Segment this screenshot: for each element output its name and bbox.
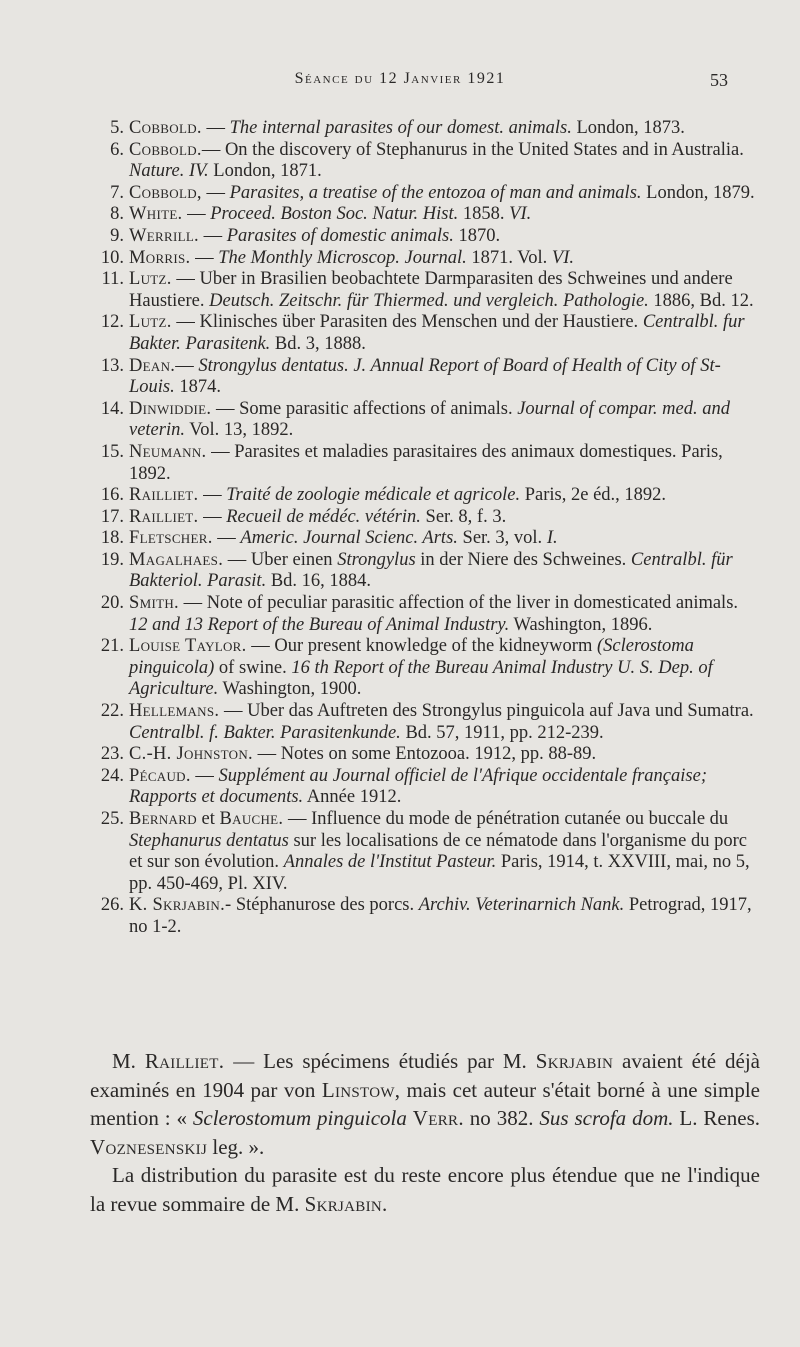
ref-text: Parasites et maladies parasitaires des animaux domestiques. Paris, 1892.: [129, 441, 723, 484]
reference-number: 16.: [100, 485, 124, 506]
ref-author: Cobbold.: [129, 139, 202, 160]
author-name: Skrjabin: [535, 1049, 614, 1073]
reference-number: 9.: [110, 225, 124, 246]
reference-item: 18. Fletscher. — Americ. Journal Scienc. Arts. Ser. 3, vol. I.: [112, 528, 760, 550]
ref-title: The Monthly Microscop. Journal.: [218, 247, 467, 268]
ref-text: Some parasitic affections of animals.: [239, 398, 518, 419]
reference-item: 23. C.-H. Johnston. — Notes on some Entozooa. 1912, pp. 88-89.: [112, 744, 760, 766]
ref-author: Dean.: [129, 355, 176, 376]
ref-title: Recueil de médéc. vétérin.: [226, 506, 421, 527]
reference-number: 20.: [100, 593, 124, 614]
paragraph-railliet: M. Railliet. — Les spécimens étudiés par M. Skrjabin avaient été déjà examinés en 1904 par von Linstow, mais cet auteur s'était borné à une simple mention : « Sclerostomum pinguicola Verr. no 382. Sus scrofa dom. L. Renes. Voznesenskij leg. ».: [90, 1049, 760, 1159]
reference-number: 10.: [100, 247, 124, 268]
reference-number: 11.: [101, 269, 124, 290]
ref-title: 12 and 13 Report of the Bureau of Animal Industry.: [129, 614, 510, 635]
ref-text: Klinisches über Parasiten des Menschen und der Haustiere.: [199, 312, 643, 333]
author-name: Railliet.: [144, 1049, 225, 1073]
ref-title: Centralbl. f. Bakter. Parasitenkunde.: [129, 722, 401, 743]
reference-number: 19.: [100, 549, 124, 570]
reference-number: 22.: [100, 701, 124, 722]
reference-item: 25. Bernard et Bauche. — Influence du mode de pénétration cutanée ou buccale du Stephanurus dentatus sur les localisations de ce nématode dans l'organisme du porc et sur son évolution. Annales de l'Institut Pasteur. Paris, 1914, t. XXVIII, mai, no 5, pp. 450-469, Pl. XIV.: [112, 809, 760, 895]
ref-author: Hellemans.: [129, 701, 220, 722]
ref-author: Magalhaes.: [129, 549, 224, 570]
reference-number: 26.: [100, 895, 124, 916]
ref-title: Parasites of domestic animals.: [226, 225, 454, 246]
ref-author: Pécaud.: [129, 765, 191, 786]
ref-author: Railliet.: [129, 485, 199, 506]
reference-number: 21.: [100, 636, 124, 657]
reference-item: 17. Railliet. — Recueil de médéc. vétérin. Ser. 8, f. 3.: [112, 507, 760, 529]
reference-item: 11. Lutz. — Uber in Brasilien beobachtete Darmparasiten des Schweines und andere Haustiere. Deutsch. Zeitschr. für Thiermed. und vergleich. Pathologie. 1886, Bd. 12.: [112, 269, 760, 312]
ref-title: The internal parasites of our domest. animals.: [229, 118, 572, 138]
ref-title: Centralbl. fur Bakter. Parasitenk.: [129, 312, 745, 354]
ref-author: Lutz.: [129, 312, 172, 333]
reference-number: 23.: [100, 744, 124, 765]
ref-text: Uber in Brasilien beobachtete Darmparasiten des Schweines und andere Haustiere.: [129, 269, 733, 311]
page-number: 53: [710, 70, 728, 90]
reference-item: 19. Magalhaes. — Uber einen Strongylus in der Niere des Schweines. Centralbl. für Bakteriol. Parasit. Bd. 16, 1884.: [112, 550, 760, 593]
reference-number: 18.: [100, 528, 124, 549]
ref-title: (Sclerostoma pinguicola): [129, 636, 694, 678]
ref-author: Bernard: [129, 809, 197, 829]
ref-title: Archiv. Veterinarnich Nank.: [418, 895, 625, 916]
reference-item: 7. Cobbold, — Parasites, a treatise of the entozoa of man and animals. London, 1879.: [112, 183, 760, 205]
ref-author: Dinwiddie.: [129, 398, 212, 419]
ref-text: Influence du mode de pénétration cutanée ou buccale du: [311, 809, 729, 829]
ref-title: VI.: [551, 247, 574, 268]
ref-text: Notes on some Entozooa. 1912, pp. 88-89.: [280, 744, 597, 765]
ref-author: Cobbold,: [129, 182, 202, 203]
ref-author: Cobbold.: [129, 118, 202, 138]
ref-text: On the discovery of Stephanurus in the United States and in Australia.: [224, 139, 744, 160]
reference-item: 16. Railliet. — Traité de zoologie médicale et agricole. Paris, 2e éd., 1892.: [112, 485, 760, 507]
ref-author: C.-H. Johnston.: [129, 744, 253, 765]
reference-item: 22. Hellemans. — Uber das Auftreten des Strongylus pinguicola auf Java und Sumatra. Centralbl. f. Bakter. Parasitenkunde. Bd. 57, 1911, pp. 212-239.: [112, 701, 760, 744]
reference-number: 5.: [110, 118, 124, 138]
author-name: Linstow: [321, 1077, 395, 1102]
ref-author: White.: [129, 204, 183, 225]
ref-text: Uber einen: [250, 549, 338, 570]
ref-author: Lutz.: [129, 269, 172, 290]
running-head: [0, 70, 800, 94]
ref-title: 16 th Report of the Bureau Animal Industry U. S. Dep. of Agriculture.: [129, 657, 713, 700]
reference-item: 21. Louise Taylor. — Our present knowledge of the kidneyworm (Sclerostoma pinguicola) of swine. 16 th Report of the Bureau Animal Industry U. S. Dep. of Agriculture. Washington, 1900.: [112, 636, 760, 701]
ref-author: Werrill.: [129, 225, 199, 246]
reference-number: 15.: [100, 441, 124, 462]
reference-item: 13. Dean.— Strongylus dentatus. J. Annual Report of Board of Health of City of St-Louis. 1874.: [112, 356, 760, 399]
ref-author: Bauche.: [219, 809, 284, 829]
ref-title: Journal of compar. med. and veterin.: [129, 398, 730, 441]
reference-number: 14.: [100, 398, 124, 419]
ref-text: Stéphanurose des porcs.: [235, 895, 419, 916]
reference-number: 24.: [100, 765, 124, 786]
ref-title: Deutsch. Zeitschr. für Thiermed. und vergleich. Pathologie.: [209, 290, 649, 311]
reference-item: 5. Cobbold. — The internal parasites of our domest. animals. London, 1873.: [112, 118, 760, 140]
ref-title: VI.: [509, 204, 532, 225]
ref-text: Uber das Auftreten des Strongylus pinguicola auf Java und Sumatra.: [247, 701, 754, 722]
ref-text: Note of peculiar parasitic affection of the liver in domesticated animals.: [206, 593, 739, 614]
reference-item: 24. Pécaud. — Supplément au Journal officiel de l'Afrique occidentale française; Rapports et documents. Année 1912.: [112, 766, 760, 809]
reference-item: 15. Neumann. — Parasites et maladies parasitaires des animaux domestiques. Paris, 1892.: [112, 442, 760, 485]
ref-author: Railliet.: [129, 506, 199, 527]
reference-item: 12. Lutz. — Klinisches über Parasiten des Menschen und der Haustiere. Centralbl. fur Bakter. Parasitenk. Bd. 3, 1888.: [112, 312, 760, 355]
ref-title: Strongylus dentatus. J. Annual Report of Board of Health of City of St-Louis.: [129, 355, 721, 398]
reference-number: 6.: [110, 139, 124, 160]
ref-title: Nature. IV.: [129, 161, 209, 182]
reference-item: 20. Smith. — Note of peculiar parasitic affection of the liver in domesticated animals. 12 and 13 Report of the Bureau of Animal Industry. Washington, 1896.: [112, 593, 760, 636]
running-title: Séance du 12 Janvier 1921: [294, 70, 506, 87]
reference-item: 26. K. Skrjabin.- Stéphanurose des porcs. Archiv. Veterinarnich Nank. Petrograd, 1917, no 1-2.: [112, 895, 760, 938]
reference-number: 12.: [100, 312, 124, 333]
body-text: [90, 1047, 760, 1218]
reference-number: 17.: [100, 506, 124, 527]
reference-number: 13.: [100, 355, 124, 376]
ref-title: Americ. Journal Scienc. Arts.: [240, 528, 458, 549]
paragraph-distribution: La distribution du parasite est du reste encore plus étendue que ne l'indique la revue sommaire de M. Skrjabin.: [90, 1163, 760, 1216]
ref-author: Smith.: [129, 593, 179, 614]
reference-number: 8.: [110, 204, 124, 225]
reference-item: 10. Morris. — The Monthly Microscop. Journal. 1871. Vol. VI.: [112, 248, 760, 270]
ref-title: Strongylus: [337, 549, 416, 570]
ref-title: Traité de zoologie médicale et agricole.: [226, 485, 521, 506]
reference-item: 6. Cobbold.— On the discovery of Stephanurus in the United States and in Australia. Nature. IV. London, 1871.: [112, 140, 760, 183]
ref-title: Centralbl. für Bakteriol. Parasit.: [129, 549, 733, 592]
ref-author: Neumann.: [129, 441, 207, 462]
ref-title: Supplément au Journal officiel de l'Afrique occidentale française; Rapports et documents.: [129, 765, 707, 808]
reference-item: 9. Werrill. — Parasites of domestic animals. 1870.: [112, 226, 760, 248]
reference-item: 14. Dinwiddie. — Some parasitic affections of animals. Journal of compar. med. and veterin. Vol. 13, 1892.: [112, 399, 760, 442]
ref-title: Stephanurus dentatus: [129, 830, 289, 851]
ref-author: Fletscher.: [129, 528, 213, 549]
ref-title: Parasites, a treatise of the entozoa of man and animals.: [229, 182, 642, 203]
reference-number: 25.: [100, 809, 124, 829]
ref-title: Proceed. Boston Soc. Natur. Hist.: [210, 204, 459, 225]
reference-number: 7.: [110, 182, 124, 203]
ref-author: Morris.: [129, 247, 191, 268]
ref-author: Louise Taylor.: [129, 636, 247, 657]
reference-list: [100, 118, 760, 939]
ref-text: Our present knowledge of the kidneyworm: [274, 636, 597, 657]
reference-item: 8. White. — Proceed. Boston Soc. Natur. Hist. 1858. VI.: [112, 204, 760, 226]
ref-author: K. Skrjabin.: [129, 895, 226, 916]
author-name: Skrjabin: [304, 1191, 383, 1216]
ref-title: Annales de l'Institut Pasteur.: [283, 852, 497, 873]
author-name: Voznesenskij: [90, 1134, 208, 1159]
ref-title: I.: [546, 528, 558, 549]
